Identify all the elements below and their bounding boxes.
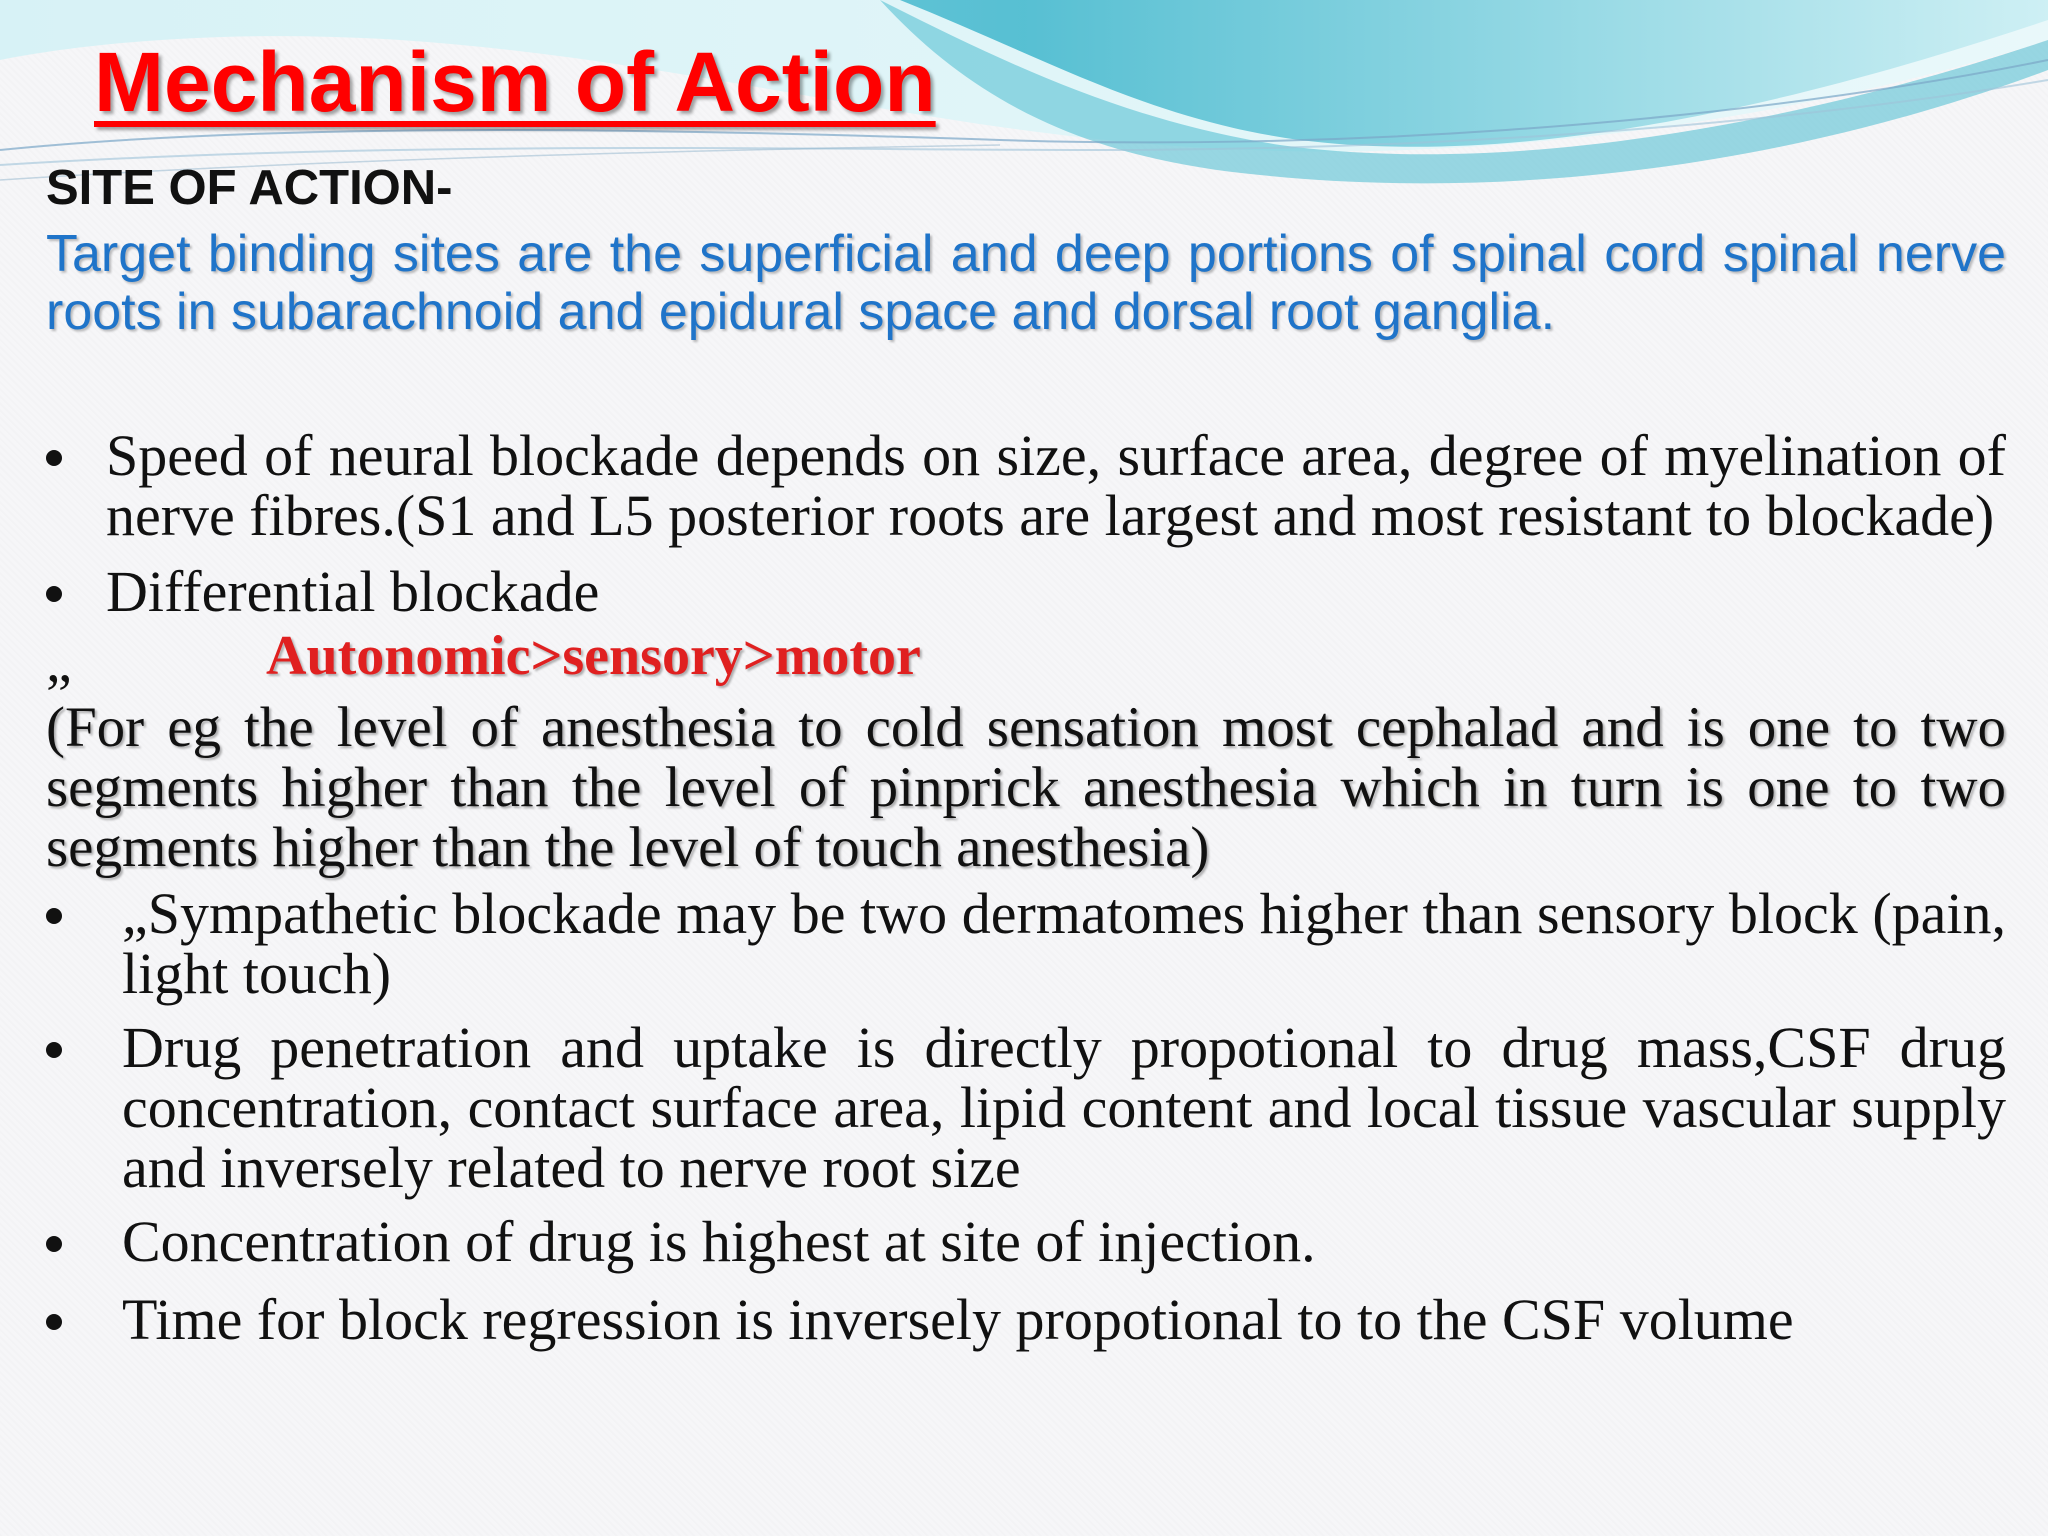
- list-item: [46, 1287, 2006, 1352]
- list-item: [46, 423, 2006, 548]
- bullet-dot-icon: [46, 586, 62, 602]
- bullet-text: „Sympathetic blockade may be two dermatomes higher than sensory block (pain, light touch): [122, 881, 2006, 1006]
- bullet-dot-icon: [46, 450, 62, 466]
- bullet-dot-icon: [46, 1236, 62, 1252]
- differential-order-line: [46, 626, 2006, 696]
- slide-title: Mechanism of Action: [94, 35, 936, 129]
- list-item: [46, 1209, 2006, 1274]
- bullet-dot-icon: [46, 1042, 62, 1058]
- list-item: [46, 881, 2006, 1006]
- bullet-text: Speed of neural blockade depends on size, surface area, degree of myelination of nerve fibres.(S1 and L5 posterior roots are largest and most resistant to blockade): [106, 423, 2006, 548]
- bullet-text: Differential blockade: [106, 559, 600, 624]
- list-item: [46, 559, 2006, 624]
- target-binding-text: Target binding sites are the superficial and deep portions of spinal cord spinal nerve roots in subarachnoid and epidural space and dorsal root ganglia.: [46, 225, 2006, 341]
- bullet-dot-icon: [46, 908, 62, 924]
- quote-mark: „: [46, 629, 72, 694]
- bullet-text: Concentration of drug is highest at site of injection.: [122, 1209, 1316, 1274]
- site-of-action-heading: SITE OF ACTION-: [46, 161, 453, 215]
- differential-order-text: Autonomic>sensory>motor: [266, 625, 921, 687]
- bullet-text: Drug penetration and uptake is directly propotional to drug mass,CSF drug concentration, contact surface area, lipid content and local tissue vascular supply and inversely related to nerve root size: [122, 1015, 2006, 1200]
- bullet-text: Time for block regression is inversely propotional to to the CSF volume: [122, 1287, 1794, 1352]
- list-item: [46, 1015, 2006, 1200]
- bullet-list: [46, 423, 2006, 1352]
- bullet-dot-icon: [46, 1314, 62, 1330]
- example-paragraph: (For eg the level of anesthesia to cold sensation most cephalad and is one to two segments higher than the level of pinprick anesthesia which in turn is one to two segments higher than the level of touch anesthesia): [46, 696, 2006, 879]
